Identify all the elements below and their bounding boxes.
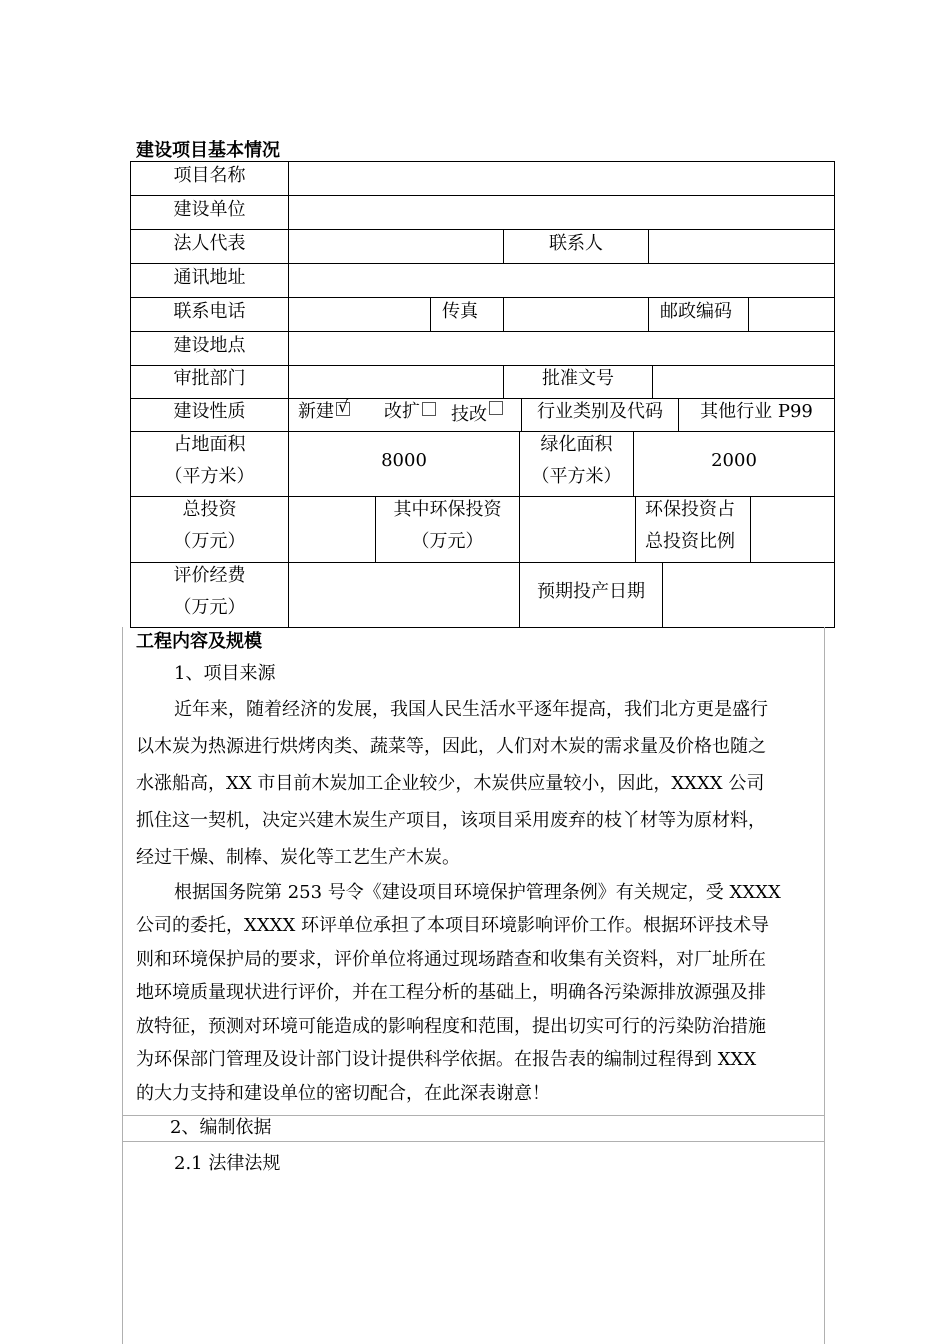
frame-right-line: [824, 627, 825, 1344]
paragraph-line: 近年来，随着经济的发展，我国人民生活水平逐年提高，我们北方更是盛行: [174, 699, 768, 720]
legal-rep-value: [288, 229, 504, 264]
label-approval-no: 批准文号: [542, 368, 614, 389]
paragraph-line: 根据国务院第 253 号令《建设项目环境保护管理条例》有关规定，受 XXXX: [174, 882, 781, 903]
area-value-cell: [288, 431, 520, 497]
frame-divider-bottom: [122, 1141, 825, 1142]
checkbox-tech[interactable]: [489, 401, 503, 415]
nature-new-label: 新建: [298, 401, 334, 422]
label-cell: [430, 297, 504, 332]
label-cell: [130, 263, 289, 298]
label-cell: [130, 229, 289, 264]
label-cell: [519, 562, 663, 628]
label-phone: 联系电话: [173, 301, 246, 322]
label-cell: [130, 195, 289, 230]
paragraph-line: 公司的委托，XXXX 环评单位承担了本项目环境影响评价工作。根据环评技术导: [136, 915, 769, 936]
paragraph-line: 抓住这一契机，决定兴建木炭生产项目，该项目采用废弃的枝丫材等为原材料，: [136, 810, 766, 831]
label-env-invest: 其中环保投资: [393, 499, 502, 520]
label-area-unit: （平方米）: [164, 466, 255, 487]
label-nature: 建设性质: [173, 401, 246, 422]
frame-left-line: [122, 627, 123, 1344]
label-cell: [648, 297, 749, 332]
paragraph-line: 则和环境保护局的要求，评价单位将通过现场踏查和收集有关资料，对厂址所在: [136, 949, 766, 970]
label-area: 占地面积: [173, 434, 246, 455]
label-cell: [503, 229, 649, 264]
project-name-value: [288, 161, 835, 196]
label-cell: [130, 297, 289, 332]
label-invest: 总投资: [182, 499, 237, 520]
paragraph-line: 为环保部门管理及设计部门设计提供科学依据。在报告表的编制过程得到 XXX: [136, 1049, 757, 1070]
address-value: [288, 263, 835, 298]
label-start-date: 预期投产日期: [537, 581, 645, 602]
label-cell: [375, 496, 520, 563]
check-mark: √: [338, 397, 349, 416]
paragraph-line: 经过干燥、制棒、炭化等工艺生产木炭。: [136, 847, 460, 868]
nature-options: [288, 398, 522, 432]
paragraph-line: 地环境质量现状进行评价，并在工程分析的基础上，明确各污染源排放源强及排: [136, 982, 766, 1003]
paragraph-line: 的大力支持和建设单位的密切配合，在此深表谢意！: [136, 1083, 550, 1104]
approval-no-value: [652, 365, 835, 399]
checkbox-new[interactable]: [336, 397, 350, 416]
label-eval-fee: 评价经费: [173, 565, 246, 586]
label-cell: [503, 365, 653, 399]
label-cell: [130, 331, 289, 366]
label-industry: 行业类别及代码: [537, 401, 663, 422]
nature-option-new[interactable]: [298, 397, 350, 423]
area-value: 8000: [381, 450, 427, 471]
postcode-value: [748, 297, 835, 332]
label-green: 绿化面积: [540, 434, 613, 455]
label-cell: [635, 496, 751, 563]
paragraph-line: 以木炭为热源进行烘烤肉类、蔬菜等，因此，人们对木炭的需求量及价格也随之: [136, 736, 766, 757]
contact-value: [648, 229, 835, 264]
paragraph-line: 放特征，预测对环境可能造成的影响程度和范围，提出切实可行的污染防治措施: [136, 1016, 766, 1037]
label-contact: 联系人: [549, 233, 603, 254]
label-cell: [130, 496, 289, 563]
nature-option-tech[interactable]: [451, 401, 503, 426]
invest-value: [288, 496, 376, 563]
label-cell: [519, 431, 634, 497]
heading-laws: 2.1 法律法规: [174, 1153, 281, 1174]
label-fax: 传真: [442, 301, 478, 322]
eval-fee-value: [288, 562, 520, 628]
label-cell: [130, 431, 289, 497]
phone-value: [288, 297, 431, 332]
checkbox-expand[interactable]: [422, 402, 436, 416]
fax-value: [503, 297, 649, 332]
heading-basis: 2、编制依据: [170, 1117, 272, 1138]
label-unit: 建设单位: [173, 199, 246, 220]
label-cell: [130, 161, 289, 196]
label-cell: [130, 398, 289, 432]
location-value: [288, 331, 835, 366]
nature-tech-label: 技改: [451, 404, 487, 425]
frame-divider-top: [122, 1115, 825, 1116]
industry-value-cell: [678, 398, 835, 432]
label-ratio-1: 环保投资占: [645, 499, 735, 520]
label-cell: [130, 562, 289, 628]
nature-option-expand[interactable]: [384, 401, 436, 423]
label-env-invest-unit: （万元）: [411, 531, 484, 552]
paragraph-line: 水涨船高，XX 市目前木炭加工企业较少，木炭供应量较小，因此，XXXX 公司: [136, 773, 765, 794]
section-title-basic-info: 建设项目基本情况: [136, 140, 280, 161]
section-title-scope: 工程内容及规模: [136, 631, 262, 652]
label-address: 通讯地址: [173, 267, 246, 288]
label-invest-unit: （万元）: [173, 531, 246, 552]
industry-value: 其他行业 P99: [700, 401, 813, 422]
start-date-value: [662, 562, 835, 628]
label-project-name: 项目名称: [173, 165, 246, 186]
label-legal-rep: 法人代表: [173, 233, 246, 254]
label-green-unit: （平方米）: [531, 466, 622, 487]
env-invest-value: [519, 496, 636, 563]
approval-dept-value: [288, 365, 504, 399]
label-eval-fee-unit: （万元）: [173, 597, 246, 618]
label-cell: [521, 398, 679, 432]
label-location: 建设地点: [173, 335, 246, 356]
green-value-cell: [633, 431, 835, 497]
nature-expand-label: 改扩: [384, 401, 420, 422]
label-postcode: 邮政编码: [660, 301, 732, 322]
green-value: 2000: [711, 450, 757, 471]
heading-project-source: 1、项目来源: [174, 663, 276, 684]
label-cell: [130, 365, 289, 399]
label-ratio-2: 总投资比例: [645, 531, 735, 552]
unit-value: [288, 195, 835, 230]
label-approval-dept: 审批部门: [173, 368, 246, 389]
ratio-value: [750, 496, 835, 563]
